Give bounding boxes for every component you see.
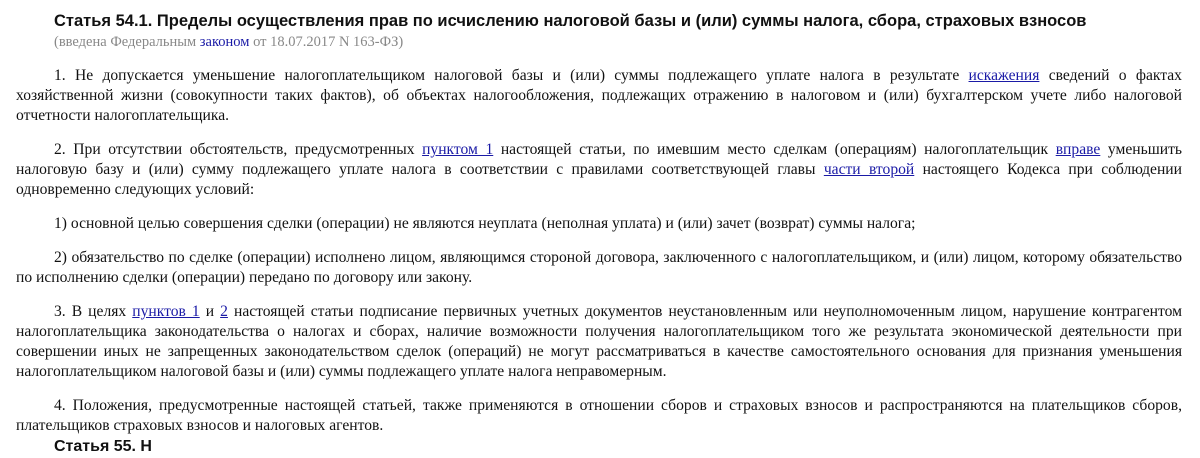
- paragraph-2: [16, 140, 1182, 200]
- link-iskazheniya[interactable]: искажения: [968, 67, 1040, 84]
- note-suffix: от 18.07.2017 N 163-ФЗ): [249, 34, 404, 50]
- article-amendment-note: [54, 32, 1182, 52]
- link-2[interactable]: 2: [220, 303, 228, 320]
- note-prefix: (введена Федеральным: [54, 34, 200, 50]
- next-article-title-fragment: Статья 55. Н: [54, 438, 152, 455]
- paragraph-1: [16, 66, 1182, 126]
- p2-text-d: настоящего Кодекса при соблюдении одновременно следующих условий:: [16, 161, 1182, 198]
- link-vprave[interactable]: вправе: [1055, 141, 1101, 158]
- paragraph-2-item-2: 2) обязательство по сделке (операции) исполнено лицом, являющимся стороной договора, заключенного с налогоплательщиком, и (или) лицом, которому обязательство по исполнению сделки (операции) передано по договору или закону.: [16, 249, 1182, 286]
- link-punktov-1[interactable]: пунктов 1: [132, 303, 200, 320]
- p1-text-a: 1. Не допускается уменьшение налогоплательщиком налоговой базы и (или) суммы подлежащего уплате налога в результате: [54, 67, 969, 84]
- article-title: Статья 54.1. Пределы осуществления прав по исчислению налоговой базы и (или) суммы налога, сбора, страховых взносов: [54, 12, 1087, 30]
- paragraph-3: [16, 302, 1182, 382]
- p2-text-a: 2. При отсутствии обстоятельств, предусмотренных: [54, 141, 423, 158]
- link-punkt-1[interactable]: пунктом 1: [422, 141, 494, 158]
- link-chasti-vtoroy[interactable]: части второй: [823, 161, 915, 178]
- p3-text-b: и: [199, 303, 221, 320]
- p1-text-b: сведений о фактах хозяйственной жизни (совокупности таких фактов), об объектах налогообложения, подлежащих отражению в налоговом и (или) бухгалтерском учете либо налоговой отчетности налогоплательщика.: [16, 67, 1182, 124]
- paragraph-2-item-1: 1) основной целью совершения сделки (операции) не являются неуплата (неполная уплата) и (или) зачет (возврат) суммы налога;: [54, 215, 916, 232]
- paragraph-4: 4. Положения, предусмотренные настоящей статьей, также применяются в отношении сборов и страховых взносов и распространяются на плательщиков сборов, плательщиков страховых взносов и налоговых агентов.: [16, 397, 1182, 434]
- p3-text-c: настоящей статьи подписание первичных учетных документов неустановленным или неуполномоченным лицом, нарушение контрагентом налогоплательщика законодательства о налогах и сборах, наличие возможности получения налогоплательщиком того же результата экономической деятельности при совершении иных не запрещенных законодательством сделок (операций) не могут рассматриваться в качестве самостоятельного основания для признания уменьшения налогоплательщиком налоговой базы и (или) суммы подлежащего уплате налога неправомерным.: [16, 303, 1182, 380]
- p3-text-a: 3. В целях: [54, 303, 133, 320]
- p2-text-c: уменьшить налоговую базу и (или) сумму подлежащего уплате налога в соответствии с правилами соответствующей главы: [16, 141, 1182, 178]
- law-link[interactable]: законом: [199, 34, 250, 50]
- p2-text-b: настоящей статьи, по имевшим место сделкам (операциям) налогоплательщик: [493, 141, 1056, 158]
